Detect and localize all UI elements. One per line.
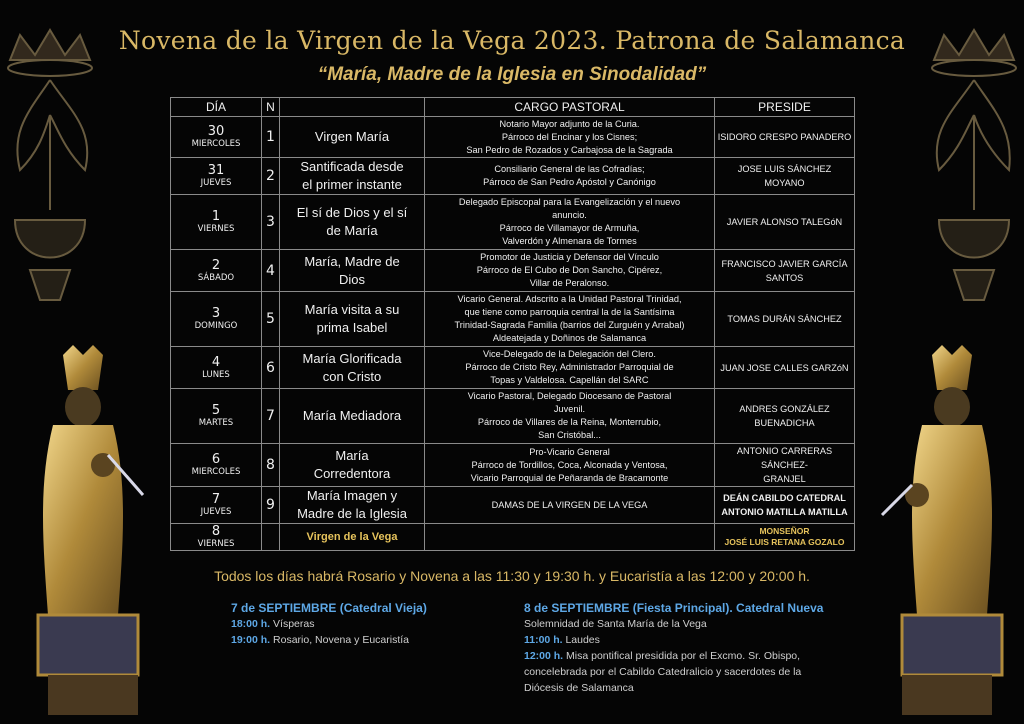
header-cargo: CARGO PASTORAL (425, 98, 715, 117)
preside (715, 158, 855, 195)
cargo-pastoral (425, 250, 715, 292)
cargo-line: Trinidad-Sagrada Familia (barrios del Zurguén y Arrabal) (454, 320, 685, 330)
sept8-continuation: Diócesis de Salamanca (524, 682, 634, 694)
cargo-line: Párroco de Cristo Rey, Administrador Parroquial de (465, 362, 674, 372)
cargo-line: Aldeatejada y Doñinos de Salamanca (492, 333, 647, 343)
novena-number: 3 (262, 195, 280, 250)
preside-line: ANDRES GONZÁLEZ BUENADICHA (739, 404, 830, 428)
sept8-block (524, 600, 854, 696)
day-title (280, 292, 425, 347)
preside (715, 347, 855, 389)
sept8-item: 11:00 h. Laudes (524, 634, 600, 646)
day-number: 2 (211, 257, 221, 273)
cargo-line: Párroco del Encinar y los Cisnes; (501, 131, 638, 142)
day-number: 31 (207, 163, 225, 178)
day-title (280, 250, 425, 292)
novena-number: 5 (262, 292, 280, 347)
day-title (280, 487, 425, 524)
day-title-line: María, Madre de (304, 253, 400, 269)
preside-line: GRANJEL (763, 474, 806, 484)
preside (715, 117, 855, 158)
table-row (171, 195, 855, 250)
table-header-row (171, 98, 855, 117)
day-cell (171, 347, 262, 389)
day-number: 8 (211, 524, 221, 539)
day-cell (171, 524, 262, 551)
preside-line: MONSEÑOR (759, 526, 810, 536)
day-cell (171, 158, 262, 195)
day-title (280, 347, 425, 389)
cargo-line: Párroco de Tordillos, Coca, Alconada y Ventosa, (471, 459, 668, 470)
day-title-line: Madre de la Iglesia (297, 506, 407, 521)
day-title-line: El sí de Dios y el sí (296, 205, 408, 220)
novena-number: 4 (262, 250, 280, 292)
sept7-heading: 7 de SEPTIEMBRE (Catedral Vieja) (231, 601, 427, 615)
sept8-continuation: concelebrada por el Cabildo Catedralicio y sacerdotes de la (524, 666, 802, 678)
sept8-heading: 8 de SEPTIEMBRE (Fiesta Principal). Catedral Nueva (524, 601, 824, 615)
preside (715, 487, 855, 524)
day-cell (171, 292, 262, 347)
header-n: N (262, 98, 280, 117)
cargo-line: DAMAS DE LA VIRGEN DE LA VEGA (491, 499, 648, 510)
day-title-line: María Mediadora (302, 408, 402, 423)
day-number: 6 (211, 452, 221, 467)
novena-schedule-table (170, 97, 855, 551)
preside (715, 444, 855, 487)
cargo-pastoral (425, 117, 715, 158)
preside-line: JUAN JOSE CALLES GARZóN (720, 362, 849, 373)
preside (715, 250, 855, 292)
cargo-pastoral (425, 195, 715, 250)
table-row (171, 117, 855, 158)
table-row (171, 444, 855, 487)
cargo-line: Promotor de Justicia y Defensor del Vínculo (480, 252, 659, 262)
day-weekday: MIERCOLES (191, 467, 241, 477)
cargo-line: Párroco de San Pedro Apóstol y Canónigo (483, 177, 656, 187)
table-row (171, 347, 855, 389)
day-number: 3 (211, 306, 221, 321)
day-cell (171, 117, 262, 158)
virgin-statue-right-image (872, 345, 1017, 720)
table-row (171, 250, 855, 292)
day-title-line: con Cristo (322, 368, 382, 384)
table-row (171, 292, 855, 347)
cargo-line: Topas y Valdelosa. Capellán del SARC (490, 375, 649, 385)
cargo-pastoral (425, 524, 715, 551)
cargo-pastoral (425, 347, 715, 389)
cargo-line: Párroco de Villares de la Reina, Monterrubio, (477, 417, 662, 427)
sept8-item: 12:00 h. Misa pontifical presidida por el Excmo. Sr. Obispo, (524, 650, 801, 662)
cargo-line: que tiene como parroquia central la de la Santísima (464, 307, 675, 317)
novena-number: 6 (262, 347, 280, 389)
cargo-line: Vicario General. Adscrito a la Unidad Pastoral Trinidad, (457, 294, 682, 304)
day-weekday: MIERCOLES (191, 139, 241, 149)
table-row (171, 389, 855, 444)
day-title-line: María visita a su (304, 302, 400, 317)
day-title-line: Santificada desde (300, 159, 404, 174)
preside (715, 292, 855, 347)
preside-line: FRANCISCO JAVIER GARCÍA (721, 258, 848, 269)
preside (715, 389, 855, 444)
day-title (280, 195, 425, 250)
preside-line: JOSE LUIS SÁNCHEZ MOYANO (737, 164, 832, 188)
cargo-line: Párroco de El Cubo de Don Sancho, Cipérez, (476, 265, 663, 275)
header-preside: PRESIDE (715, 98, 855, 117)
header-dia: DÍA (171, 98, 262, 117)
cargo-line: Párroco de Villamayor de Armuña, (499, 223, 640, 233)
cargo-pastoral (425, 292, 715, 347)
table-row (171, 487, 855, 524)
cargo-line: San Pedro de Rozados y Carbajosa de la Sagrada (466, 144, 673, 155)
header-blank (280, 98, 425, 117)
novena-number (262, 524, 280, 551)
cargo-line: anuncio. (552, 210, 587, 220)
cargo-line: Notario Mayor adjunto de la Curia. (499, 118, 640, 129)
day-title-line: el primer instante (302, 177, 402, 192)
cargo-pastoral (425, 389, 715, 444)
cargo-pastoral (425, 158, 715, 195)
page-title: Novena de la Virgen de la Vega 2023. Patrona de Salamanca (118, 26, 906, 55)
page-subtitle: “María, Madre de la Iglesia en Sinodalidad” (317, 64, 707, 85)
day-title-line: prima Isabel (316, 320, 388, 335)
cargo-line: Vice-Delegado de la Delegación del Clero. (483, 349, 656, 359)
day-title (280, 389, 425, 444)
day-weekday: VIERNES (197, 539, 235, 549)
novena-number: 1 (262, 117, 280, 158)
novena-number: 9 (262, 487, 280, 524)
day-title-line: María Glorificada (302, 350, 402, 366)
sept7-item: 18:00 h. Vísperas (231, 618, 315, 630)
day-cell (171, 487, 262, 524)
preside-line: ANTONIO CARRERAS SÁNCHEZ- (736, 446, 833, 470)
novena-number: 7 (262, 389, 280, 444)
day-number: 4 (211, 354, 221, 370)
cargo-pastoral (425, 444, 715, 487)
day-weekday: MARTES (198, 418, 234, 428)
day-number: 5 (211, 403, 221, 418)
day-number: 1 (211, 209, 221, 224)
virgin-statue-left-image (18, 345, 163, 720)
day-weekday: LUNES (202, 369, 230, 380)
day-weekday: DOMINGO (194, 321, 238, 331)
cargo-line: Delegado Episcopal para la Evangelización y el nuevo (458, 197, 681, 207)
preside (715, 524, 855, 551)
day-weekday: VIERNES (197, 224, 235, 234)
sept8-intro: Solemnidad de Santa María de la Vega (524, 618, 707, 630)
day-title-line: Corredentora (313, 466, 391, 481)
day-title (280, 524, 425, 551)
cargo-line: San Cristóbal... (538, 430, 601, 440)
day-weekday: JUEVES (200, 178, 232, 188)
preside-line: TOMAS DURÁN SÁNCHEZ (727, 314, 842, 324)
novena-number: 2 (262, 158, 280, 195)
preside-line: ANTONIO MATILLA MATILLA (721, 507, 848, 517)
cargo-line: Vicario Pastoral, Delegado Diocesano de Pastoral (467, 391, 672, 401)
day-title-line: de María (326, 223, 378, 238)
day-cell (171, 444, 262, 487)
day-title (280, 117, 425, 158)
cargo-line: Pro-Vicario General (529, 446, 610, 457)
cargo-line: Consiliario General de las Cofradías; (494, 164, 645, 174)
day-weekday: SÁBADO (197, 272, 235, 283)
sept7-item: 19:00 h. Rosario, Novena y Eucaristía (231, 634, 410, 646)
preside (715, 195, 855, 250)
day-title-line: Virgen María (314, 129, 390, 144)
day-title-line: María (335, 448, 369, 463)
day-cell (171, 250, 262, 292)
table-row (171, 524, 855, 551)
preside-line: ISIDORO CRESPO PANADERO (717, 132, 852, 142)
cargo-line: Vicario Parroquial de Peñaranda de Bracamonte (470, 472, 669, 483)
day-number: 30 (207, 124, 225, 139)
sept7-block (231, 600, 491, 648)
preside-line: JOSÉ LUIS RETANA GOZALO (724, 537, 845, 547)
day-cell (171, 195, 262, 250)
day-number: 7 (211, 492, 221, 507)
day-title (280, 158, 425, 195)
day-weekday: JUEVES (200, 507, 232, 517)
novena-number: 8 (262, 444, 280, 487)
day-title (280, 444, 425, 487)
table-row (171, 158, 855, 195)
cargo-line: Villar de Peralonso. (529, 278, 610, 288)
preside-line: SANTOS (765, 272, 804, 283)
cargo-pastoral (425, 487, 715, 524)
cargo-line: Valverdón y Almenara de Tormes (502, 236, 637, 246)
day-title-line: María Imagen y (306, 488, 398, 503)
day-title-line: Dios (338, 271, 365, 287)
general-schedule-note: Todos los días habrá Rosario y Novena a las 11:30 y 19:30 h. y Eucaristía a las 12:00 y 20:00 h. (214, 568, 810, 584)
cargo-line: Juvenil. (553, 404, 586, 414)
preside-line: DEÁN CABILDO CATEDRAL (723, 493, 846, 503)
day-title-line: Virgen de la Vega (306, 531, 398, 543)
day-cell (171, 389, 262, 444)
preside-line: JAVIER ALONSO TALEGóN (726, 217, 843, 227)
